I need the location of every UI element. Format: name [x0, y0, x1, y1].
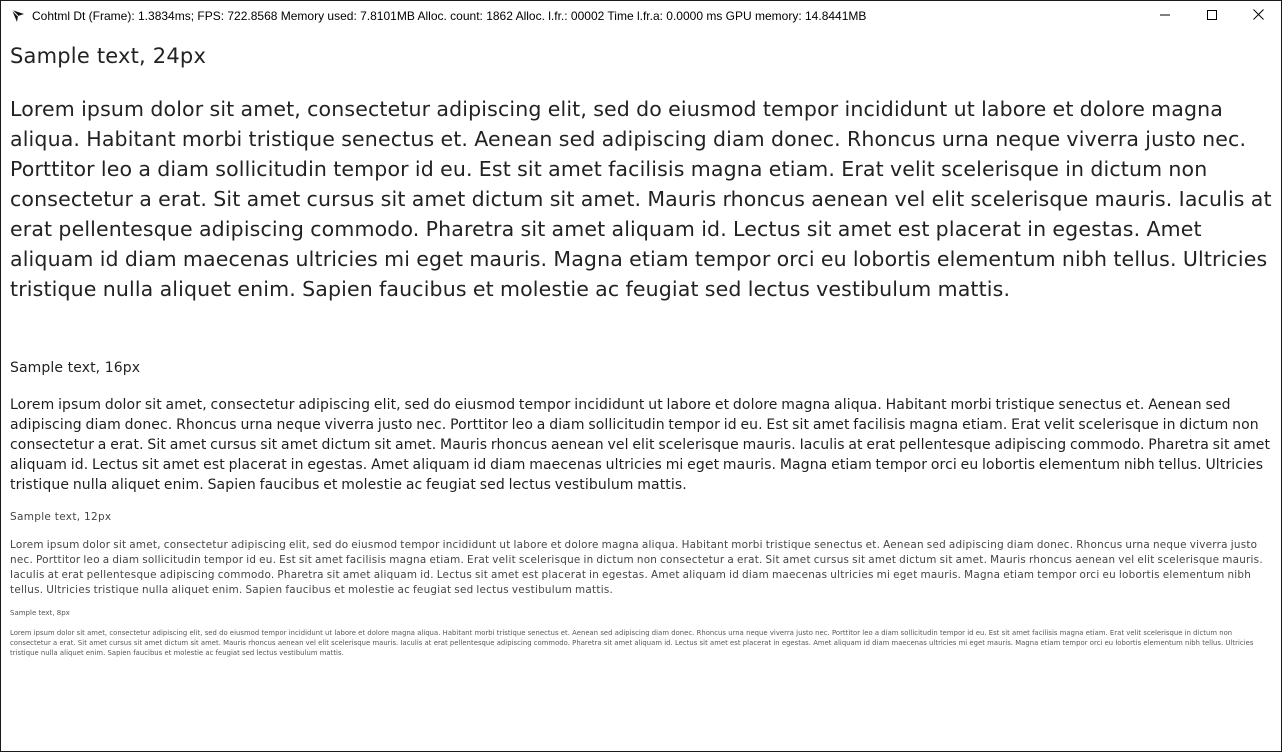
app-arrow-icon [10, 8, 26, 24]
sample-heading-24px: Sample text, 24px [10, 44, 207, 68]
sample-heading-12px: Sample text, 12px [10, 511, 112, 523]
sample-paragraph-8px: Lorem ipsum dolor sit amet, consectetur adipiscing elit, sed do eiusmod tempor incididunt ut labore et dolore magna aliqua. Habitant morbi tristique senectus et. Aenean sed adipiscing diam donec. Rhoncus urna neque viverra justo nec. Porttitor leo a diam sollicitudin tempor id eu. Est sit amet facilisis magna etiam. Erat velit scelerisque in dictum non consectetur a erat. Sit amet cursus sit amet dictum sit amet. Mauris rhoncus aenean vel elit scelerisque mauris. Iaculis at erat pellentesque adipiscing commodo. Pharetra sit amet aliquam id. Lectus sit amet est placerat in egestas. Amet aliquam id diam maecenas ultricies mi eget mauris. Magna etiam tempor orci eu lobortis elementum nibh tellus. Ultricies tristique nulla aliquet enim. Sapien faucibus et molestie ac feugiat sed lectus vestibulum mattis. [10, 629, 1254, 657]
minimize-button[interactable] [1142, 1, 1188, 31]
maximize-button[interactable] [1189, 1, 1235, 31]
sample-paragraph-12px: Lorem ipsum dolor sit amet, consectetur adipiscing elit, sed do eiusmod tempor incididunt ut labore et dolore magna aliqua. Habitant morbi tristique senectus et. Aenean sed adipiscing diam donec. Rhoncus urna neque viverra justo nec. Porttitor leo a diam sollicitudin tempor id eu. Est sit amet facilisis magna etiam. Erat velit scelerisque in dictum non consectetur a erat. Sit amet cursus sit amet dictum sit amet. Mauris rhoncus aenean vel elit scelerisque mauris. Iaculis at erat pellentesque adipiscing commodo. Pharetra sit amet aliquam id. Lectus sit amet est placerat in egestas. Amet aliquam id diam maecenas ultricies mi eget mauris. Magna etiam tempor orci eu lobortis elementum nibh tellus. Ultricies tristique nulla aliquet enim. Sapien faucibus et molestie ac feugiat sed lectus vestibulum mattis. [10, 539, 1263, 596]
sample-paragraph-16px: Lorem ipsum dolor sit amet, consectetur adipiscing elit, sed do eiusmod tempor incididunt ut labore et dolore magna aliqua. Habitant morbi tristique senectus et. Aenean sed adipiscing diam donec. Rhoncus urna neque viverra justo nec. Porttitor leo a diam sollicitudin tempor id eu. Est sit amet facilisis magna etiam. Erat velit scelerisque in dictum non consectetur a erat. Sit amet cursus sit amet dictum sit amet. Mauris rhoncus aenean vel elit scelerisque mauris. Iaculis at erat pellentesque adipiscing commodo. Pharetra sit amet aliquam id. Lectus sit amet est placerat in egestas. Amet aliquam id diam maecenas ultricies mi eget mauris. Magna etiam tempor orci eu lobortis elementum nibh tellus. Ultricies tristique nulla aliquet enim. Sapien faucibus et molestie ac feugiat sed lectus vestibulum mattis. [10, 397, 1271, 493]
sample-paragraph-24px: Lorem ipsum dolor sit amet, consectetur adipiscing elit, sed do eiusmod tempor incididunt ut labore et dolore magna aliqua. Habitant morbi tristique senectus et. Aenean sed adipiscing diam donec. Rhoncus urna neque viverra justo nec. Porttitor leo a diam sollicitudin tempor id eu. Est sit amet facilisis magna etiam. Erat velit scelerisque in dictum non consectetur a erat. Sit amet cursus sit amet dictum sit amet. Mauris rhoncus aenean vel elit scelerisque mauris. Iaculis at erat pellentesque adipiscing commodo. Pharetra sit amet aliquam id. Lectus sit amet est placerat in egestas. Amet aliquam id diam maecenas ultricies mi eget mauris. Magna etiam tempor orci eu lobortis elementum nibh tellus. Ultricies tristique nulla aliquet enim. Sapien faucibus et molestie ac feugiat sed lectus vestibulum mattis. [10, 97, 1272, 301]
close-icon [1253, 9, 1264, 23]
window-title: Cohtml Dt (Frame): 1.3834ms; FPS: 722.8568 Memory used: 7.8101MB Alloc. count: 1862 Alloc. l.fr.: 00002 Time l.fr.a: 0.0000 ms GPU memory: 14.8441MB [32, 9, 867, 23]
maximize-icon [1207, 9, 1217, 23]
title-bar[interactable] [1, 1, 1281, 31]
sample-heading-16px: Sample text, 16px [10, 360, 141, 376]
sample-heading-8px: Sample text, 8px [10, 609, 70, 617]
close-button[interactable] [1235, 1, 1281, 31]
minimize-icon [1160, 9, 1170, 23]
